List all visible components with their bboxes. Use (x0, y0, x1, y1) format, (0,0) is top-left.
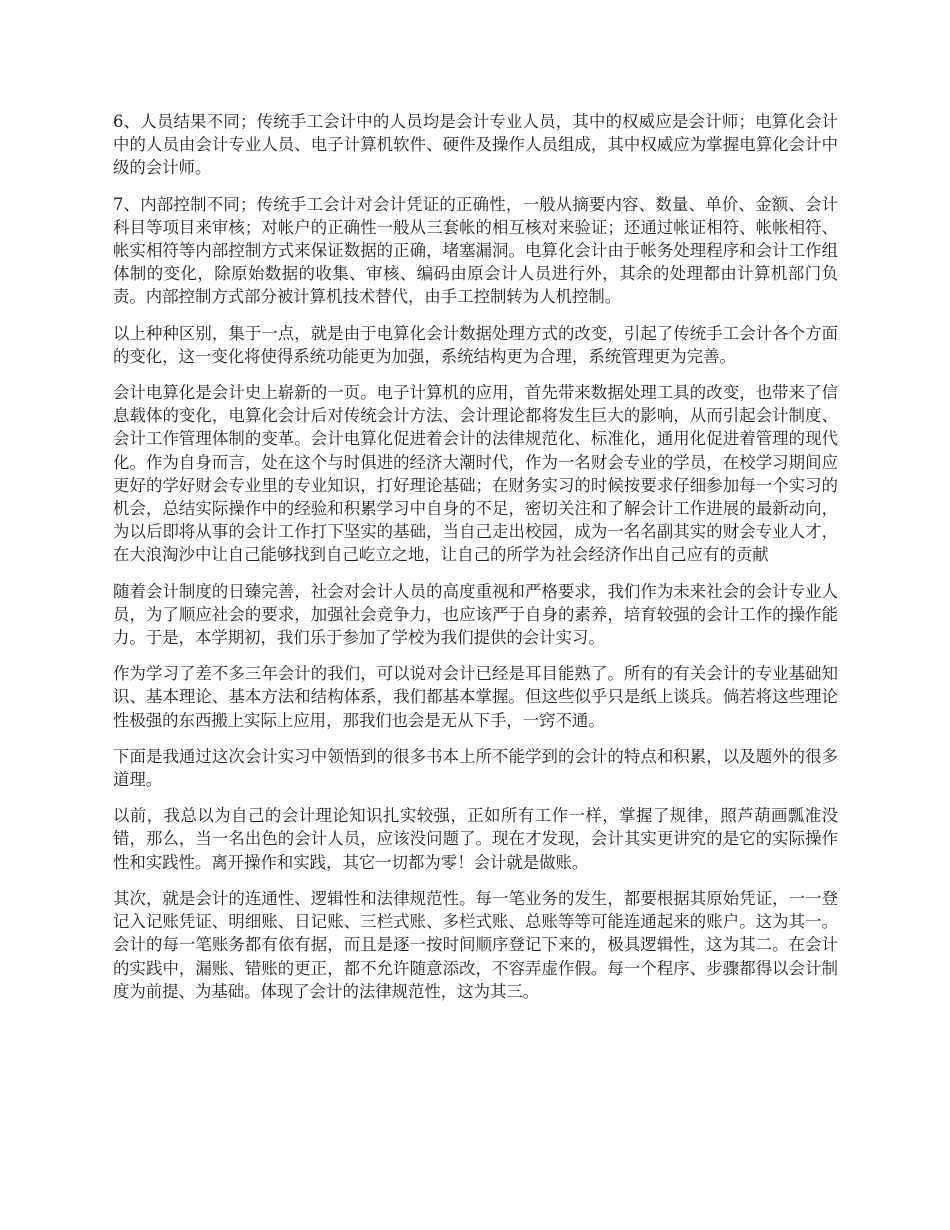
paragraph-summary: 以上种种区别，集于一点，就是由于电算化会计数据处理方式的改变，引起了传统手工会计各个方面的变化，这一变化将使得系统功能更为加强，系统结构更为合理，系统管理更为完善。 (113, 323, 838, 366)
paragraph-connectivity-logic-law: 其次，就是会计的连通性、逻辑性和法律规范性。每一笔业务的发生，都要根据其原始凭证，一一登记入记账凭证、明细账、日记账、三栏式账、多栏式账、总账等等可能连通起来的账户。这为其一。会计的每一笔账务都有依有据，而且是逐一按时间顺序登记下来的，极具逻辑性，这为其二。在会计的实践中，漏账、错账的更正，都不允许随意添改，不容弄虚作假。每一个程序、步骤都得以会计制度为前提、为基础。体现了会计的法律规范性，这为其三。 (113, 888, 838, 1001)
paragraph-theory-vs-practice: 作为学习了差不多三年会计的我们，可以说对会计已经是耳目能熟了。所有的有关会计的专业基础知识、基本理论、基本方法和结构体系，我们都基本掌握。但这些似乎只是纸上谈兵。倘若将这些理论性极强的东西搬上实际上应用，那我们也会是无从下手，一窍不通。 (113, 664, 838, 730)
paragraph-practicality: 以前，我总以为自己的会计理论知识扎实较强，正如所有工作一样，掌握了规律，照芦葫画瓢准没错，那么，当一名出色的会计人员，应该没问题了。现在才发现，会计其实更讲究的是它的实际操作性和实践性。离开操作和实践，其它一切都为零！会计就是做账。 (113, 806, 838, 872)
paragraph-internship-motivation: 随着会计制度的日臻完善，社会对会计人员的高度重视和严格要求，我们作为未来社会的会计专业人员，为了顺应社会的要求，加强社会竞争力，也应该严于自身的素养，培育较强的会计工作的操作能力。于是，本学期初，我们乐于参加了学校为我们提供的会计实习。 (113, 581, 838, 648)
paragraph-personnel: 6、人员结果不同；传统手工会计中的人员均是会计专业人员，其中的权威应是会计师；电算化会计中的人员由会计专业人员、电子计算机软件、硬件及操作人员组成，其中权威应为掌握电算化会计中级的会计师。 (113, 112, 838, 178)
paragraph-internal-control: 7、内部控制不同；传统手工会计对会计凭证的正确性，一般从摘要内容、数量、单价、金额、会计科目等项目来审核；对帐户的正确性一般从三套帐的相互核对来验证；还通过帐证相符、帐帐相符、帐实相符等内部控制方式来保证数据的正确，堵塞漏洞。电算化会计由于帐务处理程序和会计工作组体制的变化，除原始数据的收集、审核、编码由原会计人员进行外，其余的处理都由计算机部门负责。内部控制方式部分被计算机技术替代，由手工控制转为人机控制。 (113, 194, 838, 307)
paragraph-computerized-accounting: 会计电算化是会计史上崭新的一页。电子计算机的应用，首先带来数据处理工具的改变，也带来了信息载体的变化，电算化会计后对传统会计方法、会计理论都将发生巨大的影响，从而引起会计制度、会计工作管理体制的变革。会计电算化促进着会计的法律规范化、标准化，通用化促进着管理的现代化。作为自身而言，处在这个与时俱进的经济大潮时代，作为一名财会专业的学员，在校学习期间应更好的学好财会专业里的专业知识，打好理论基础；在财务实习的时候按要求仔细参加每一个实习的机会，总结实际操作中的经验和积累学习中自身的不足，密切关注和了解会计工作进展的最新动向，为以后即将从事的会计工作打下坚实的基础，当自己走出校园，成为一名名副其实的财会专业人才，在大浪淘沙中让自己能够找到自己屹立之地，让自己的所学为社会经济作出自己应有的贡献 (113, 383, 838, 565)
document-body (113, 110, 838, 1016)
paragraph-lessons-intro: 下面是我通过这次会计实习中领悟到的很多书本上所不能学到的会计的特点和积累，以及题外的很多道理。 (113, 746, 838, 790)
